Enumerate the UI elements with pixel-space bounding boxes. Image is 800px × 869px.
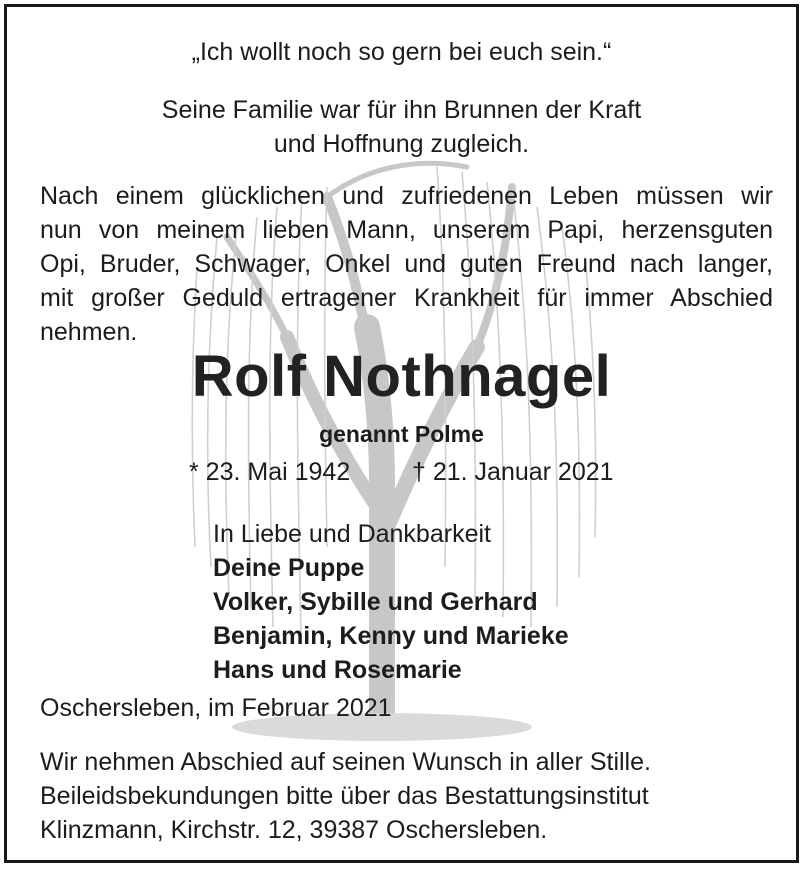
closing-line: Klinzmann, Kirchstr. 12, 39387 Oschersleben. <box>40 816 548 844</box>
signer-line: Volker, Sybille und Gerhard <box>213 588 538 616</box>
body-last-line: nehmen. <box>40 318 138 346</box>
closing-line: Wir nehmen Abschied auf seinen Wunsch in aller Stille. <box>40 748 651 776</box>
intro-line-2: und Hoffnung zugleich. <box>273 130 530 158</box>
body-line: Nach einem glücklichen und zufriedenen Leben müssen wir <box>40 182 773 210</box>
signer-line: Deine Puppe <box>213 554 365 582</box>
quote: „Ich wollt noch so gern bei euch sein.“ <box>191 38 612 66</box>
signers-intro: In Liebe und Dankbarkeit <box>213 520 491 548</box>
place-date: Oschersleben, im Februar 2021 <box>40 694 392 722</box>
signer-line: Hans und Rosemarie <box>213 656 462 684</box>
death-date: † 21. Januar 2021 <box>412 458 614 486</box>
obituary-frame <box>4 4 799 863</box>
signer-line: Benjamin, Kenny und Marieke <box>213 622 569 650</box>
deceased-name: Rolf Nothnagel <box>191 344 612 409</box>
body-line: nun von meinem lieben Mann, unserem Papi, herzensguten <box>40 216 773 244</box>
body-line: Opi, Bruder, Schwager, Onkel und guten Freund nach langer, <box>40 250 773 278</box>
signers-block <box>213 517 569 687</box>
birth-date: * 23. Mai 1942 <box>189 458 351 486</box>
intro-line-1: Seine Familie war für ihn Brunnen der Kraft <box>161 96 642 124</box>
nickname: genannt Polme <box>319 421 484 447</box>
closing-line: Beileidsbekundungen bitte über das Bestattungsinstitut <box>40 782 649 810</box>
body-line: mit großer Geduld ertragener Krankheit für immer Abschied <box>40 284 773 312</box>
